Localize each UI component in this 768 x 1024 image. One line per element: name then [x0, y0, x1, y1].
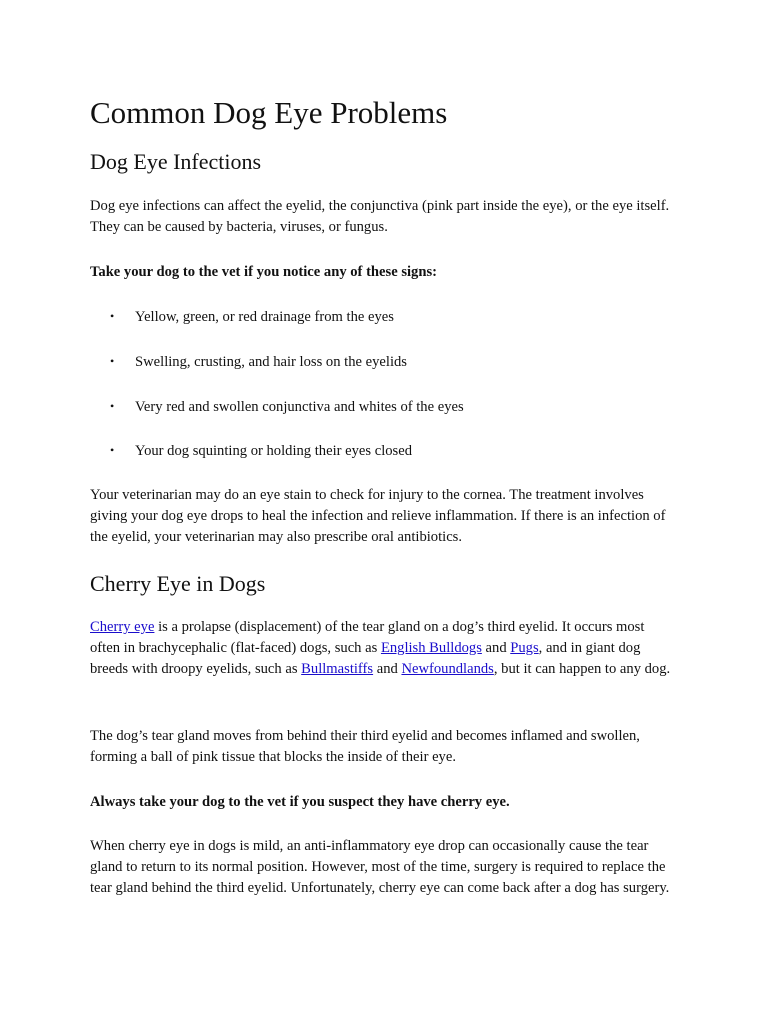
pugs-link[interactable]: Pugs [510, 640, 539, 656]
paragraph-text: , but it can happen to any dog. [493, 661, 671, 677]
bullmastiffs-link[interactable]: Bullmastiffs [301, 661, 374, 677]
cherry-eye-description: The dog’s tear gland moves from behind their third eyelid and becomes inflamed and swollen, forming a ball of pink tissue that blocks the inside of their eye. [90, 728, 640, 765]
paragraph-text: , and in giant dog breeds with droopy eyelids, such as [90, 640, 641, 677]
newfoundlands-link[interactable]: Newfoundlands [401, 661, 494, 677]
list-item-text: Very red and swollen conjunctiva and whites of the eyes [135, 399, 464, 415]
list-item [110, 440, 412, 462]
cherry-eye-treatment: When cherry eye in dogs is mild, an anti-inflammatory eye drop can occasionally cause the tear gland to return to its normal position. However, most of the time, surgery is required to replace the tear gland behind the third eyelid. Unfortunately, cherry eye can come back after a dog has surgery. [90, 838, 670, 896]
bullet-icon: • [110, 354, 115, 368]
section-heading-eye-infections: Dog Eye Infections [90, 149, 262, 174]
signs-heading: Take your dog to the vet if you notice any of these signs: [90, 264, 438, 280]
list-item [110, 351, 407, 373]
list-item-text: Your dog squinting or holding their eyes closed [135, 443, 412, 459]
bullet-icon: • [110, 443, 115, 457]
eye-infections-intro: Dog eye infections can affect the eyelid, the conjunctiva (pink part inside the eye), or the eye itself. They can be caused by bacteria, viruses, or fungus. [90, 198, 670, 235]
english-bulldogs-link[interactable]: English Bulldogs [380, 640, 482, 656]
bullet-icon: • [110, 309, 115, 323]
cherry-eye-warning: Always take your dog to the vet if you suspect they have cherry eye. [90, 794, 510, 810]
paragraph-text: is a prolapse (displacement) of the tear gland on a dog’s third eyelid. It occurs most often in brachycephalic (flat-faced) dogs, such as [90, 619, 645, 656]
paragraph-text: and [481, 640, 511, 656]
list-item-text: Yellow, green, or red drainage from the eyes [135, 309, 394, 325]
list-item-text: Swelling, crusting, and hair loss on the eyelids [135, 354, 407, 370]
cherry-eye-link[interactable]: Cherry eye [90, 619, 155, 635]
cherry-eye-intro [90, 617, 675, 680]
eye-infections-treatment: Your veterinarian may do an eye stain to check for injury to the cornea. The treatment involves giving your dog eye drops to heal the infection and relieve inflammation. If there is an infection of the eyelid, your veterinarian may also prescribe oral antibiotics. [90, 487, 666, 545]
paragraph-text: and [373, 661, 402, 677]
section-heading-cherry-eye: Cherry Eye in Dogs [90, 571, 266, 596]
list-item [110, 306, 394, 328]
list-item [110, 396, 464, 418]
page-title: Common Dog Eye Problems [90, 95, 448, 130]
bullet-icon: • [110, 399, 115, 413]
